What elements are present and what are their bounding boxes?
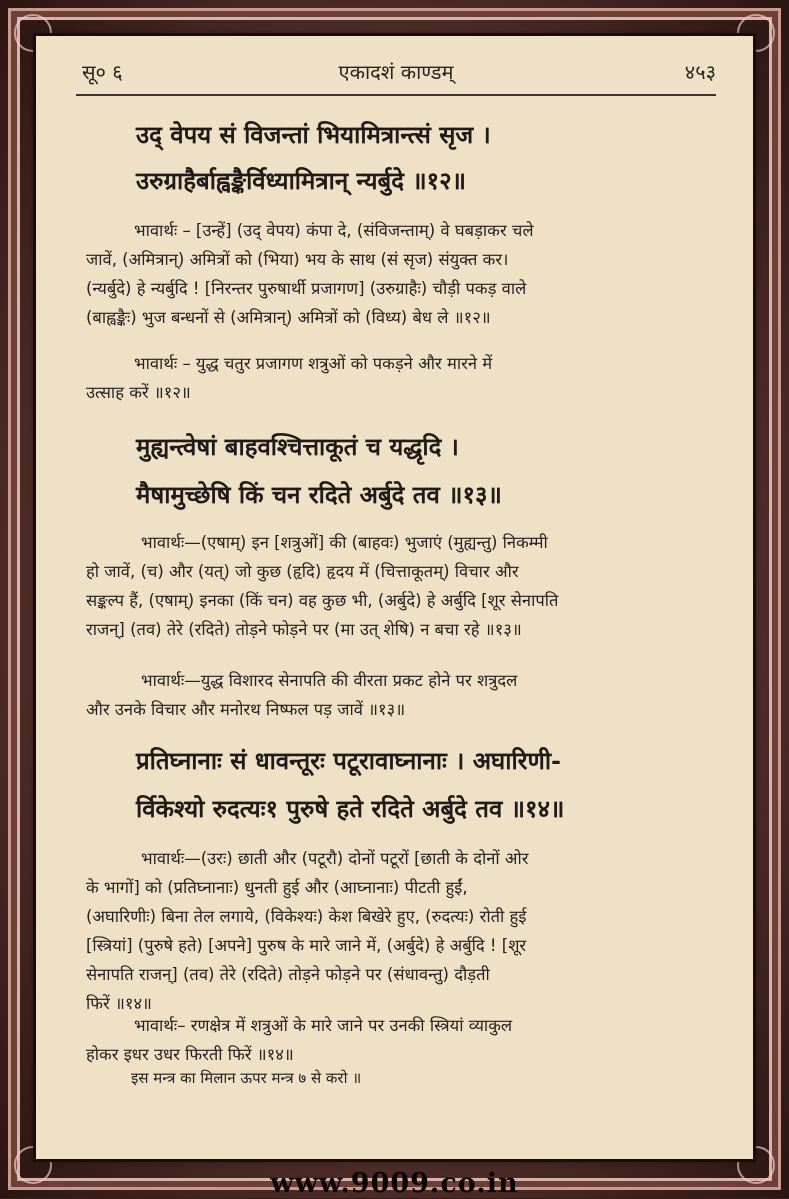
text-line: भावार्थः—(एषाम्) इन [शत्रुओं] की (बाहवः) भुजाएं (मुह्यन्तु) निकम्मी [141, 533, 548, 552]
text-line: फिरें ॥१४॥ [86, 994, 152, 1013]
verse-line: र्विकेश्यो रुदत्यः१ पुरुषे हते रदिते अर्बुदे तव ॥१४॥ [136, 794, 565, 823]
commentary-paragraph [86, 528, 726, 644]
text-line: के भागों] को (प्रतिघ्नानाः) धुनती हुई और (आघ्नानाः) पीटती हुईं, [86, 878, 468, 897]
verse-line: मुह्यन्त्वेषां बाहवश्चित्ताकूतं च यद्धृदि । [136, 432, 459, 461]
sukta-number: सू० ६ [82, 60, 123, 84]
commentary-paragraph [86, 844, 726, 1018]
book-page [36, 36, 753, 1159]
text-line: और उनके विचार और मनोरथ निष्फल पड़ जावें ॥१३॥ [86, 700, 406, 719]
text-line: राजन्] (तव) तेरे (रदिते) तोड़ने फोड़ने पर (मा उत् शेषि) न बचा रहे ॥१३॥ [86, 620, 522, 639]
verse-line: उरुग्राहैर्बाह्वङ्कैर्विध्यामित्रान् न्यर्बुदे ॥१२॥ [136, 166, 467, 195]
summary-paragraph [86, 1011, 726, 1069]
summary-paragraph [86, 666, 726, 724]
text-line: सङ्कल्प हैं, (एषाम्) इनका (किं चन) वह कुछ भी, (अर्बुदे) हे अर्बुदि [शूर सेनापति [86, 591, 559, 610]
text-line: हो जावें, (च) और (यत्) जो कुछ (हृदि) हृदय में (चित्ताकूतम्) विचार और [86, 562, 519, 581]
cross-reference-note: इस मन्त्र का मिलान ऊपर मन्त्र ७ से करो ॥ [131, 1069, 362, 1087]
text-line: (न्यर्बुदे) हे न्यर्बुदि ! [निरन्तर पुरुषार्थी प्रजागण] (उरुग्राहैः) चौड़ी पकड़ वाले [86, 279, 527, 298]
text-line: (अघारिणीः) बिना तेल लगाये, (विकेश्यः) केश बिखेरे हुए, (रुदत्यः) रोती हुई [86, 907, 527, 926]
text-line: भावार्थः – [उन्हें] (उद् वेपय) कंपा दे, (संविजन्ताम्) वे घबड़ाकर चले [134, 221, 534, 240]
verse-line: उद् वेपय सं विजन्तां भियामित्रान्त्सं सृज । [136, 120, 491, 149]
text-line: सेनापति राजन्] (तव) तेरे (रदिते) तोड़ने फोड़ने पर (संधावन्तु) दौड़ती [86, 965, 490, 984]
kanda-title: एकादशं काण्डम् [338, 60, 454, 84]
website-watermark: www.9009.co.in [270, 1168, 519, 1199]
text-line: भावार्थः—युद्ध विशारद सेनापति की वीरता प्रकट होने पर शत्रुदल [141, 671, 518, 690]
text-line: (बाह्वङ्कैः) भुज बन्धनों से (अमित्रान्) अमित्रों को (विध्य) बेध ले ॥१२॥ [86, 308, 491, 327]
page-number: ४५३ [684, 60, 716, 84]
text-line: भावार्थः– रणक्षेत्र में शत्रुओं के मारे जाने पर उनकी स्त्रियां व्याकुल [134, 1016, 513, 1035]
header-rule [76, 94, 716, 96]
text-line: होकर इधर उधर फिरती फिरें ॥१४॥ [86, 1045, 294, 1064]
text-line: उत्साह करें ॥१२॥ [86, 383, 191, 402]
commentary-paragraph [86, 216, 726, 332]
text-line: जावें, (अमित्रान्) अमित्रों को (भिया) भय के साथ (सं सृज) संयुक्त कर। [86, 250, 509, 269]
verse-line: मैषामुच्छेषि किं चन रदिते अर्बुदे तव ॥१३॥ [136, 480, 502, 509]
text-line: भावार्थः – युद्ध चतुर प्रजागण शत्रुओं को पकड़ने और मारने में [134, 354, 493, 373]
text-line: [स्त्रियां] (पुरुषे हते) [अपने] पुरुष के मारे जाने में, (अर्बुदे) हे अर्बुदि ! [शूर [86, 936, 527, 955]
page-header [76, 58, 716, 88]
summary-paragraph [86, 349, 726, 407]
text-line: भावार्थः—(उरः) छाती और (पटूरौ) दोनों पटूरों [छाती के दोनों ओर [141, 849, 529, 868]
verse-line: प्रतिघ्नानाः सं धावन्तूरः पटूरावाघ्नानाः । अघारिणी- [136, 746, 562, 775]
